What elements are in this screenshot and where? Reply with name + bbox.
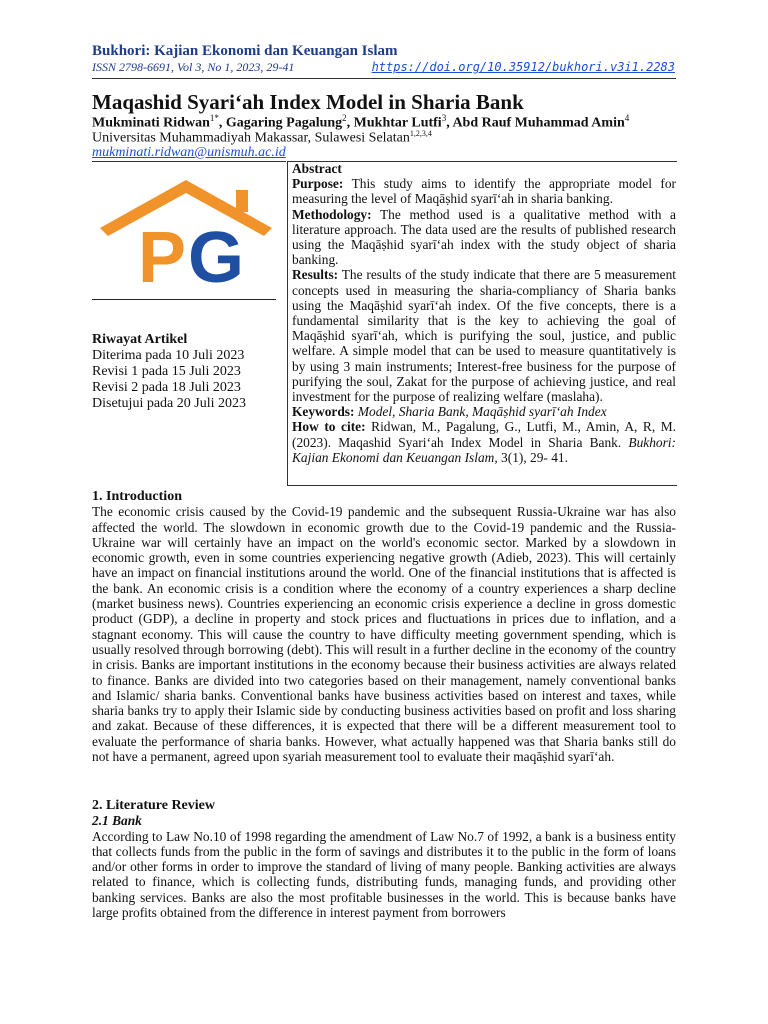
literature-section bbox=[92, 798, 676, 920]
keywords-label: Keywords: bbox=[292, 404, 355, 420]
purpose-text: This study aims to identify the appropriate model for measuring the level of Maqāṣhid syarī‘ah in sharia banking. bbox=[292, 176, 677, 207]
abstract-citation bbox=[292, 419, 676, 465]
cite-tail: , 3(1), 29- 41. bbox=[494, 449, 568, 465]
introduction-text: The economic crisis caused by the Covid-19 pandemic and the subsequent Russia-Ukraine war has also affected the world. The slowdown in economic growth due to the Covid-19 pandemic and the Russia-Ukraine war will certainly have an impact on the world's economic sector. Marked by a slowdown in economic growth, even in some countries experiencing negative growth (Adieb, 2023). This will certainly have an impact on financial institutions around the world. One of the financial institutions that is affected is the bank. An economic crisis is a condition where the economy of a country experiences a sharp decline (market business news). Countries experiencing an economic crisis experience a decline in gross domestic product (GDP), a decline in property and stock prices and fluctuations in prices due to inflation, and a stagnant economy. This will cause the country to have difficulty meeting government spending, which is usually resolved through borrowing (debt). This will result in a further decline in the economy of the country in crisis. Banks are important institutions in the economy because their business activities are always related to finance. Banks are divided into two categories based on their management, namely conventional banks and Islamic/ sharia banks. Conventional banks have business activities based on interest and taxes, while sharia banks try to apply their Islamic side by conducting business activities based on profit and loss sharing and zakat. Because of these differences, it is expected that there will be a different measurement tool to evaluate the performance of sharia banks. However, what actually happened was that Sharia banks still do not have a permanent, agreed upon syariah measurement tool to evaluate their maqāṣhid syarī‘ah. bbox=[92, 504, 676, 765]
abstract-methodology bbox=[292, 207, 676, 268]
author-name: Mukhtar Lutfi bbox=[353, 115, 442, 131]
affiliation-sup: 1,2,3,4 bbox=[409, 129, 432, 138]
purpose-label: Purpose: bbox=[292, 176, 344, 192]
abstract bbox=[292, 161, 676, 465]
history-line: Revisi 2 pada 18 Juli 2023 bbox=[92, 380, 241, 395]
logo-letter-g: G bbox=[188, 218, 245, 295]
publisher-logo bbox=[96, 170, 276, 295]
issn-line: ISSN 2798-6691, Vol 3, No 1, 2023, 29-41 bbox=[92, 60, 295, 74]
article-history bbox=[92, 332, 282, 412]
header-rule bbox=[92, 78, 676, 79]
chimney-icon bbox=[236, 190, 248, 212]
introduction-section bbox=[92, 489, 676, 764]
doi-link[interactable]: https://doi.org/10.35912/bukhori.v3i1.2283 bbox=[371, 60, 675, 74]
info-top-rule bbox=[92, 161, 286, 162]
abstract-purpose bbox=[292, 176, 676, 206]
cite-journal: Bukhori: Kajian Ekonomi dan Keuangan Islam bbox=[292, 434, 676, 465]
history-line: Diterima pada 10 Juli 2023 bbox=[92, 348, 245, 363]
author-sup: 4 bbox=[624, 113, 630, 123]
affiliation bbox=[92, 129, 432, 147]
author-name: Mukminati Ridwan bbox=[92, 115, 210, 131]
literature-heading: 2. Literature Review bbox=[92, 798, 215, 813]
cite-label: How to cite: bbox=[292, 419, 366, 435]
author-sup: 1* bbox=[209, 113, 219, 123]
journal-name: Bukhori: Kajian Ekonomi dan Keuangan Islam bbox=[92, 43, 398, 59]
author-email[interactable]: mukminati.ridwan@unismuh.ac.id bbox=[92, 145, 286, 160]
info-mid-rule bbox=[92, 299, 276, 300]
results-text: The results of the study indicate that there are 5 measurement concepts used in measuring the sharia-compliancy of Sharia banks using the Maqāṣhid syarī‘ah index. Of the five concepts, there is a fundamental similarity that is the key to achieving the goal of Maqāṣhid syarī‘ah, which is purifying the soul, justice, and public welfare. A simple model that can be used to measure quantitatively is by using 3 main instruments; Interest-free business for the purpose of purifying the soul, Zakat for the purpose of achieving justice, and real investment for the purpose of realizing welfare (maslaha). bbox=[292, 267, 676, 405]
author-sup: 2 bbox=[342, 113, 347, 123]
cite-text: Ridwan, M., Pagalung, G., Lutfi, M., Amin, A, R, M. (2023). Maqashid Syari‘ah Index Model in Sharia Bank. bbox=[292, 419, 676, 450]
author-name: Gagaring Pagalung bbox=[225, 115, 343, 131]
author-sup: 3 bbox=[441, 113, 447, 123]
methodology-text: The method used is a qualitative method with a literature approach. The data used are the results of published research using the Maqāṣhid syarī‘ah index with the study object of sharia banking. bbox=[292, 206, 676, 268]
history-line: Revisi 1 pada 15 Juli 2023 bbox=[92, 364, 241, 379]
affiliation-text: Universitas Muhammadiyah Makassar, Sulawesi Selatan bbox=[92, 130, 410, 146]
article-history-heading: Riwayat Artikel bbox=[92, 332, 188, 347]
abstract-heading: Abstract bbox=[292, 161, 342, 176]
history-line: Disetujui pada 20 Juli 2023 bbox=[92, 396, 246, 411]
paper-title: Maqashid Syari‘ah Index Model in Sharia Bank bbox=[92, 90, 524, 114]
abstract-keywords bbox=[292, 404, 676, 419]
introduction-heading: 1. Introduction bbox=[92, 489, 182, 504]
results-label: Results: bbox=[292, 267, 339, 283]
methodology-label: Methodology: bbox=[292, 206, 372, 222]
abstract-results bbox=[292, 267, 676, 404]
keywords-text: Model, Sharia Bank, Maqāṣhid syarī‘ah Index bbox=[357, 404, 607, 420]
bank-subheading: 2.1 Bank bbox=[92, 813, 142, 829]
logo-letter-p: P bbox=[138, 218, 187, 295]
author-name: Abd Rauf Muhammad Amin bbox=[452, 115, 625, 131]
literature-text: According to Law No.10 of 1998 regarding the amendment of Law No.7 of 1992, a bank is a business entity that collects funds from the public in the form of savings and distributes it to the public in the form of loans and/or other forms in order to improve the standard of living of many people. Banking activities are always related to finance, which is collecting funds, distributing funds, managing funds, and providing other banking services. Banks are also the most profitable businesses in the world. This is because banks have large profits obtained from the difference in interest payment from borrowers bbox=[92, 828, 676, 921]
author-list: Mukminati Ridwan$^{1*}$, Gagaring Pagalung$^2$, Mukhtar Lutfi$^3$, Abd Rauf Muhammad Amin$^4$ bbox=[92, 113, 630, 131]
